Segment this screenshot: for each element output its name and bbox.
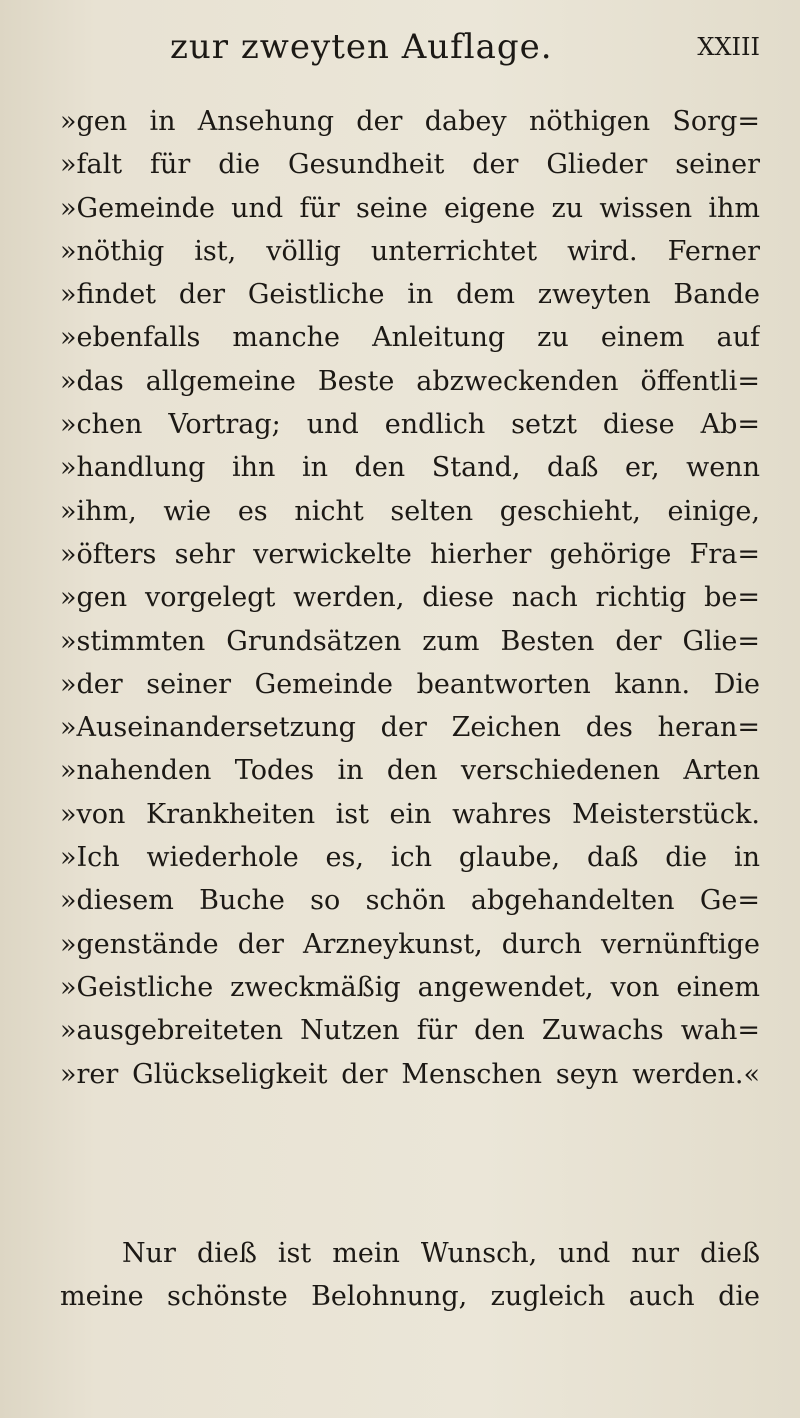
text-line: »gen vorgelegt werden, diese nach richtig be= xyxy=(60,582,760,614)
quoted-paragraph xyxy=(60,100,760,1096)
text-line: »diesem Buche so schön abgehandelten Ge= xyxy=(60,885,760,917)
text-line: »das allgemeine Beste abzweckenden öffentli= xyxy=(60,365,760,397)
text-line: »genstände der Arzneykunst, durch vernünftige xyxy=(60,928,760,960)
text-line: »Ich wiederhole es, ich glaube, daß die in xyxy=(60,842,760,874)
text-line: Nur dieß ist mein Wunsch, und nur dieß xyxy=(122,1238,760,1269)
text-line: »nahenden Todes in den verschiedenen Arten xyxy=(60,755,760,787)
text-line: »Gemeinde und für seine eigene zu wissen ihm xyxy=(60,192,760,224)
page-number: XXIII xyxy=(697,33,760,61)
text-line: »Geistliche zweckmäßig angewendet, von einem xyxy=(60,971,760,1003)
text-line: meine schönste Belohnung, zugleich auch die xyxy=(60,1281,760,1313)
running-head xyxy=(170,22,760,72)
running-head-title: zur zweyten Auflage. xyxy=(170,27,553,67)
text-line: »ebenfalls manche Anleitung zu einem auf xyxy=(60,322,760,354)
text-line: »ihm, wie es nicht selten geschieht, einige, xyxy=(60,495,760,527)
text-line: »von Krankheiten ist ein wahres Meisterstück. xyxy=(60,798,760,830)
text-line: »handlung ihn in den Stand, daß er, wenn xyxy=(60,452,760,484)
text-line: »findet der Geistliche in dem zweyten Bande xyxy=(60,279,760,311)
text-line: »öfters sehr verwickelte hierher gehörige Fra= xyxy=(60,538,760,570)
text-line: »rer Glückseligkeit der Menschen seyn werden.« xyxy=(60,1058,760,1090)
text-line: »gen in Ansehung der dabey nöthigen Sorg= xyxy=(60,106,760,137)
closing-paragraph xyxy=(60,1232,760,1319)
text-line: »ausgebreiteten Nutzen für den Zuwachs wah= xyxy=(60,1015,760,1047)
text-line: »der seiner Gemeinde beantworten kann. Die xyxy=(60,668,760,700)
text-line: »chen Vortrag; und endlich setzt diese Ab= xyxy=(60,409,760,441)
text-line: »Auseinandersetzung der Zeichen des heran= xyxy=(60,712,760,744)
text-line: »nöthig ist, völlig unterrichtet wird. Ferner xyxy=(60,235,760,267)
text-line: »stimmten Grundsätzen zum Besten der Glie= xyxy=(60,625,760,657)
text-line: »falt für die Gesundheit der Glieder seiner xyxy=(60,149,760,181)
